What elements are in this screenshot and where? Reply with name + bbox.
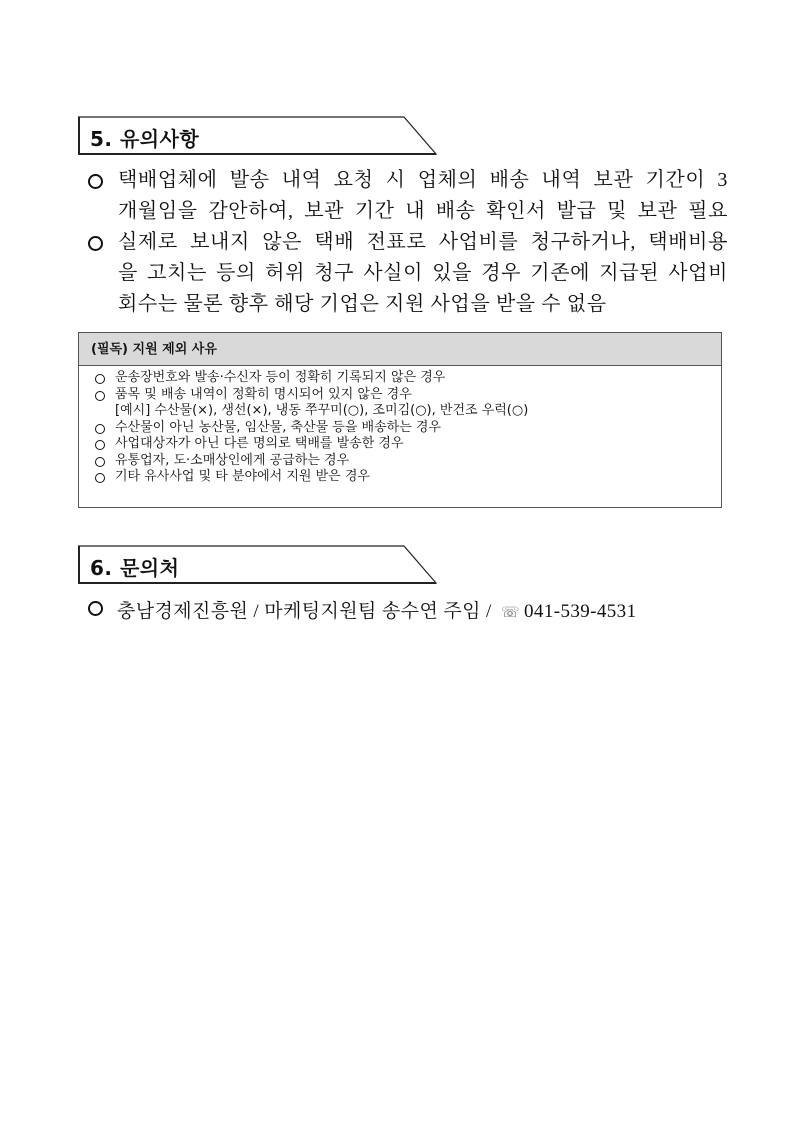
exclusion-item-text: 품목 및 배송 내역이 정확히 명시되어 있지 않은 경우 bbox=[115, 386, 412, 402]
exclusion-item bbox=[93, 436, 721, 453]
exclusion-list bbox=[79, 366, 721, 486]
exclusion-item-text: 기타 유사사업 및 타 분야에서 지원 받은 경우 bbox=[115, 469, 370, 484]
exclusion-item-text: 유통업자, 도·소매상인에게 공급하는 경우 bbox=[115, 452, 350, 468]
contact-line bbox=[88, 596, 636, 623]
circle-bullet-icon bbox=[95, 424, 105, 434]
exclusion-item bbox=[93, 469, 721, 486]
circle-bullet-icon bbox=[95, 457, 105, 467]
exclusion-reasons-box bbox=[78, 332, 722, 508]
circle-bullet-icon bbox=[95, 374, 105, 384]
circle-bullet-icon bbox=[95, 440, 105, 450]
bullet-line: 개월임을 감안하여, 보관 기간 내 배송 확인서 발급 및 보관 필요 bbox=[118, 200, 728, 222]
bullet-line: 회수는 물론 향후 해당 기업은 지원 사업을 받을 수 없음 bbox=[118, 293, 607, 315]
phone-icon: ☏ bbox=[500, 605, 521, 621]
circle-bullet-icon bbox=[88, 601, 103, 616]
circle-bullet-icon bbox=[95, 391, 105, 401]
bullet-line: 택배업체에 발송 내역 요청 시 업체의 배송 내역 보관 기간이 3 bbox=[118, 169, 728, 191]
exclusion-item bbox=[93, 420, 721, 437]
contact-org: 충남경제진흥원 / 마케팅지원팀 송수연 주임 / bbox=[117, 601, 492, 622]
exclusion-box-title: (필독) 지원 제외 사유 bbox=[79, 333, 721, 366]
bullet-line: 실제로 보내지 않은 택배 전표로 사업비를 청구하거나, 택배비용 bbox=[118, 231, 728, 253]
notice-bullet-1 bbox=[88, 165, 728, 227]
exclusion-example: [예시] 수산물(×), 생선(×), 냉동 쭈꾸미(○), 조미김(○), 반건조 우럭(○) bbox=[115, 403, 529, 418]
circle-bullet-icon bbox=[88, 174, 103, 189]
notice-bullets bbox=[88, 165, 728, 320]
exclusion-item-text: 수산물이 아닌 농산물, 임산물, 축산물 등을 배송하는 경우 bbox=[115, 419, 442, 435]
exclusion-item bbox=[93, 453, 721, 470]
section-6-title: 6. 문의처 bbox=[90, 556, 180, 580]
section-6-header bbox=[78, 545, 438, 585]
section-5-header bbox=[78, 116, 438, 156]
exclusion-item bbox=[93, 370, 721, 387]
exclusion-item-text: 운송장번호와 발송·수신자 등이 정확히 기록되지 않은 경우 bbox=[115, 370, 446, 385]
bullet-line: 을 고치는 등의 허위 청구 사실이 있을 경우 기존에 지급된 사업비 bbox=[118, 262, 728, 284]
contact-phone[interactable]: 041-539-4531 bbox=[524, 601, 637, 622]
circle-bullet-icon bbox=[95, 473, 105, 483]
notice-bullet-2 bbox=[88, 227, 728, 320]
section-5-title: 5. 유의사항 bbox=[90, 127, 200, 151]
circle-bullet-icon bbox=[88, 236, 103, 251]
exclusion-item bbox=[93, 387, 721, 404]
exclusion-item-text: 사업대상자가 아닌 다른 명의로 택배를 발송한 경우 bbox=[115, 436, 404, 451]
